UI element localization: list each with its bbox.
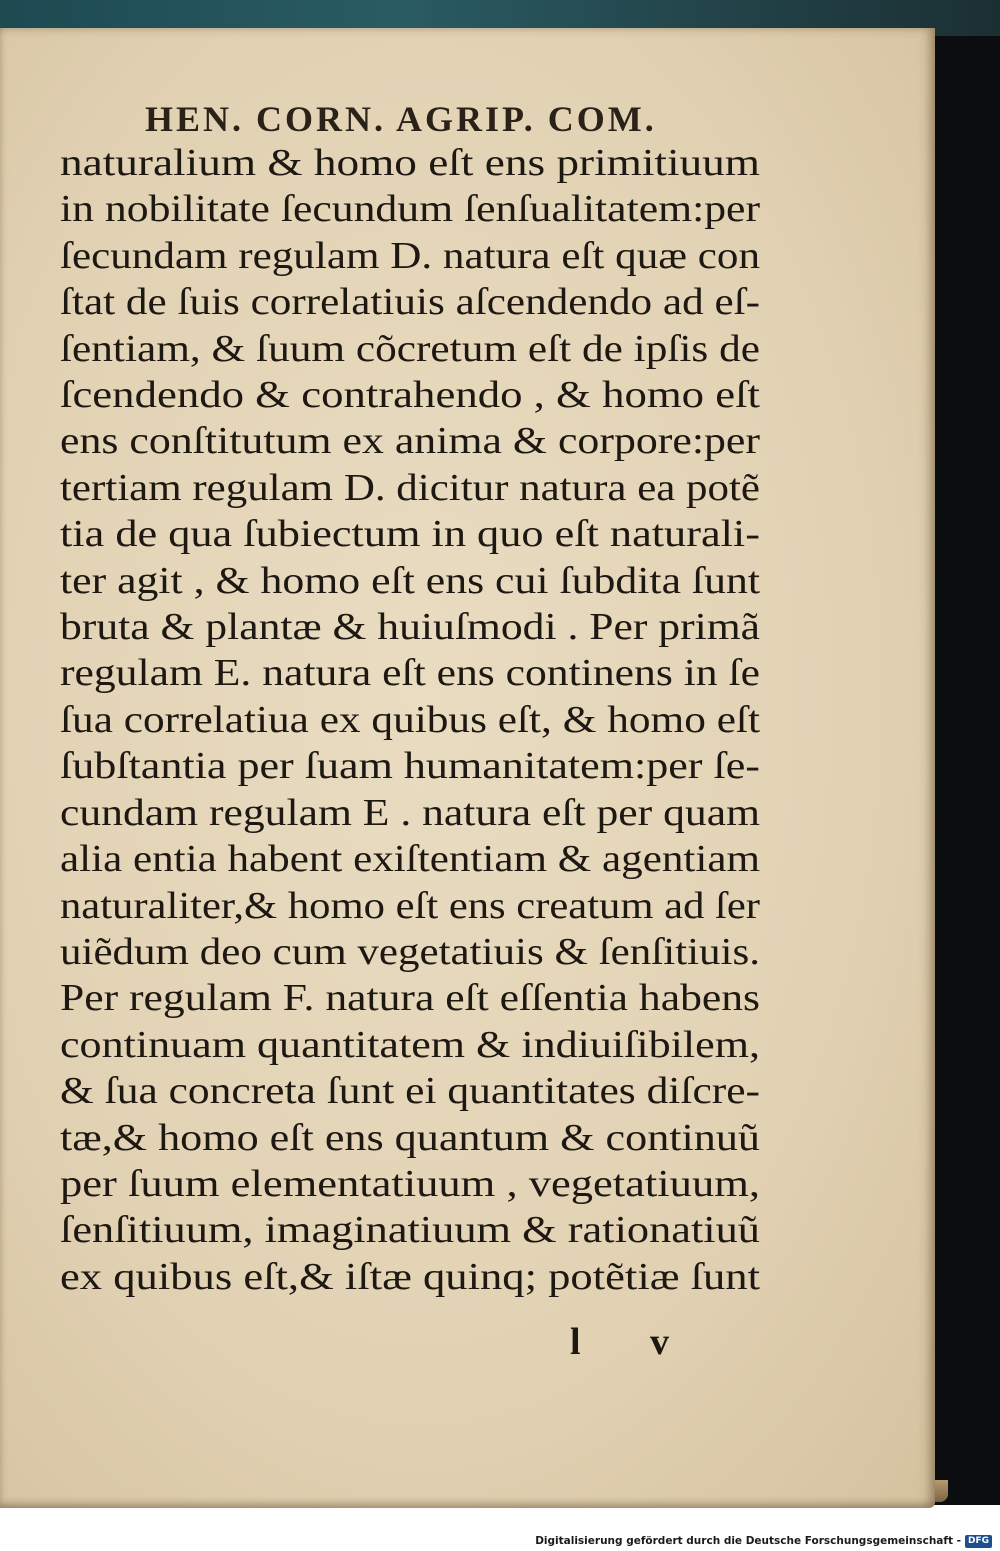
text-line: per ſuum elementatiuum , vegetatiuum,	[60, 1162, 760, 1205]
text-line: continuam quantitatem & indiuiſibilem,	[60, 1023, 760, 1066]
text-line: ſubſtantia per ſuam humanitatem:per ſe-	[60, 745, 760, 788]
text-line: ens conſtitutum ex anima & corpore:per	[60, 420, 760, 463]
text-line: bruta & plantæ & huiuſmodi . Per primã	[60, 606, 760, 649]
text-line: ſua correlatiua ex quibus eſt, & homo eſt	[60, 698, 760, 741]
credit-text: Digitalisierung gefördert durch die Deutsche Forschungsgemeinschaft -	[535, 1535, 961, 1547]
body-text	[60, 140, 760, 1300]
text-line: Per regulam F. natura eſt eſſentia habens	[60, 977, 760, 1020]
text-line: naturalium & homo eſt ens primitiuum	[60, 142, 761, 184]
text-line: ex quibus eſt,& iſtæ quinq; potẽtiæ ſunt	[60, 1255, 760, 1298]
text-line: regulam E. natura eſt ens continens in ſe	[60, 652, 761, 695]
digitization-credit	[535, 1533, 992, 1549]
text-line: ſcendendo & contrahendo , & homo eſt	[60, 374, 760, 417]
text-line: tæ,& homo eſt ens quantum & continuũ	[60, 1116, 761, 1159]
text-line: tertiam regulam D. dicitur natura ea potẽ	[60, 466, 760, 509]
text-line: tia de qua ſubiectum in quo eſt naturali-	[60, 513, 760, 556]
text-line: ter agit , & homo eſt ens cui ſubdita ſunt	[60, 559, 761, 602]
text-line: ſecundam regulam D. natura eſt quæ con	[60, 234, 760, 277]
signature-mark: l v	[570, 1321, 700, 1363]
text-line: cundam regulam E . natura eſt per quam	[60, 791, 760, 834]
text-line: uiẽdum deo cum vegetatiuis & ſenſitiuis.	[60, 930, 760, 973]
text-line: ſenſitiuum, imaginatiuum & rationatiuũ	[60, 1209, 760, 1252]
text-line: in nobilitate ſecundum ſenſualitatem:per	[60, 188, 760, 231]
text-line: ſtat de ſuis correlatiuis aſcendendo ad eſ-	[60, 281, 760, 324]
dfg-logo: DFG	[965, 1535, 992, 1548]
text-line: naturaliter,& homo eſt ens creatum ad ſer	[60, 884, 760, 927]
running-head: HEN. CORN. AGRIP. COM.	[145, 99, 657, 139]
text-line: & ſua concreta ſunt ei quantitates diſcre-	[60, 1070, 760, 1113]
text-line: alia entia habent exiſtentiam & agentiam	[60, 838, 760, 881]
text-line: ſentiam, & ſuum cõcretum eſt de ipſis de	[60, 327, 760, 370]
